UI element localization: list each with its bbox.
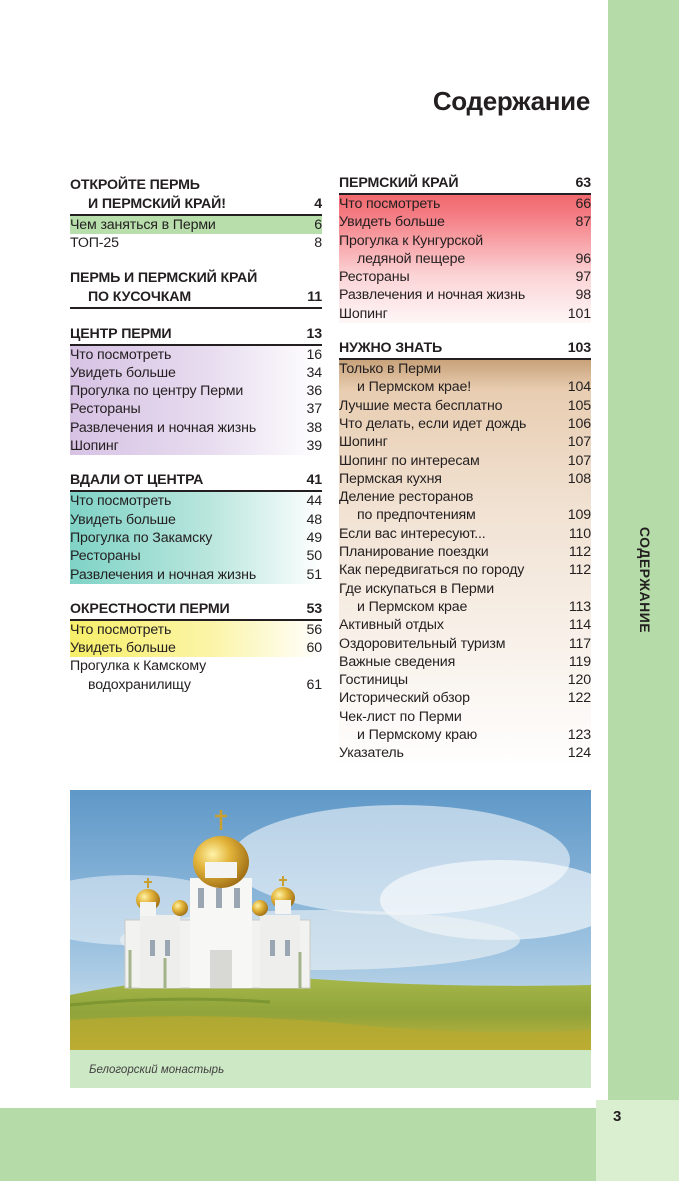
toc-entry-page: 110 bbox=[568, 525, 591, 542]
toc-entry-text: Прогулка к Камскому bbox=[70, 658, 207, 675]
toc-entry-page: 104 bbox=[567, 379, 591, 396]
toc-entry[interactable] bbox=[70, 364, 322, 382]
toc-entry[interactable] bbox=[339, 232, 591, 250]
toc-entry[interactable] bbox=[70, 437, 322, 455]
toc-entry-text: Указатель bbox=[339, 745, 404, 762]
toc-heading-text: ОТКРОЙТЕ ПЕРМЬ bbox=[70, 177, 200, 193]
toc-entry-text: Важные сведения bbox=[339, 653, 456, 670]
toc-entry-page: 50 bbox=[306, 548, 322, 565]
toc-section-away bbox=[70, 471, 322, 583]
toc-entry[interactable] bbox=[339, 488, 591, 506]
toc-entry[interactable] bbox=[70, 419, 322, 437]
toc-entry-text: Развлечения и ночная жизнь bbox=[70, 566, 257, 583]
toc-heading[interactable] bbox=[70, 195, 322, 216]
toc-section-need-to-know bbox=[339, 339, 591, 763]
toc-entry-page: 107 bbox=[567, 434, 591, 451]
photo-caption: Белогорский монастырь bbox=[89, 1064, 225, 1076]
toc-entry-page: 39 bbox=[306, 438, 322, 455]
side-tab-label: СОДЕРЖАНИЕ bbox=[637, 526, 653, 634]
toc-entry[interactable] bbox=[339, 671, 591, 689]
toc-entry-text: Что посмотреть bbox=[70, 346, 172, 363]
toc-heading[interactable] bbox=[70, 176, 322, 195]
toc-entry-text: Деление ресторанов bbox=[339, 489, 474, 506]
toc-heading-text: НУЖНО ЗНАТЬ bbox=[339, 340, 443, 357]
toc-entry-page: 120 bbox=[567, 672, 591, 689]
toc-left-column bbox=[70, 176, 322, 710]
toc-entry[interactable] bbox=[339, 378, 591, 396]
toc-entry-text: водохранилищу bbox=[88, 676, 191, 693]
toc-entry-page: 112 bbox=[568, 562, 591, 579]
toc-section-center bbox=[70, 325, 322, 456]
bottom-band bbox=[0, 1108, 596, 1181]
toc-entry[interactable] bbox=[339, 543, 591, 561]
toc-entry-page: 113 bbox=[568, 598, 591, 615]
toc-entry[interactable] bbox=[339, 286, 591, 304]
toc-entry[interactable] bbox=[70, 234, 322, 252]
toc-entry-page: 97 bbox=[575, 269, 591, 286]
toc-entry-text: Как передвигаться по городу bbox=[339, 562, 525, 579]
toc-entry[interactable] bbox=[339, 268, 591, 286]
toc-entry[interactable] bbox=[70, 547, 322, 565]
toc-entry-text: Рестораны bbox=[70, 548, 141, 565]
toc-entry-text: ледяной пещере bbox=[357, 250, 466, 267]
page-number: 3 bbox=[613, 1108, 622, 1125]
photo-caption-box bbox=[70, 1050, 591, 1088]
toc-entry[interactable] bbox=[70, 639, 322, 657]
toc-heading-page: 63 bbox=[575, 175, 591, 191]
toc-right-column bbox=[339, 174, 591, 779]
toc-entry[interactable] bbox=[339, 708, 591, 726]
toc-entry-text: Активный отдых bbox=[339, 617, 444, 634]
toc-entry-text: и Пермском крае! bbox=[357, 379, 472, 396]
toc-entry[interactable] bbox=[70, 529, 322, 547]
toc-entry-text: Развлечения и ночная жизнь bbox=[70, 419, 257, 436]
toc-heading[interactable] bbox=[70, 600, 322, 621]
toc-heading-text: ВДАЛИ ОТ ЦЕНТРА bbox=[70, 472, 204, 489]
toc-entry-text: Что посмотреть bbox=[70, 621, 172, 638]
toc-entry-page: 108 bbox=[567, 470, 591, 487]
toc-entry[interactable] bbox=[339, 635, 591, 653]
page-number-box bbox=[596, 1100, 679, 1181]
toc-entry-page: 60 bbox=[306, 640, 322, 657]
toc-entry-text: Рестораны bbox=[70, 401, 141, 418]
toc-section-perm-krai bbox=[339, 174, 591, 323]
toc-entry-page: 122 bbox=[567, 690, 591, 707]
toc-entry[interactable] bbox=[70, 346, 322, 364]
toc-entry-page: 87 bbox=[575, 214, 591, 231]
toc-entry[interactable] bbox=[339, 525, 591, 543]
toc-entry-text: Увидеть больше bbox=[70, 511, 176, 528]
toc-entry-text: Прогулка к Кунгурской bbox=[339, 232, 484, 249]
toc-entry-page: 112 bbox=[568, 544, 591, 561]
toc-entry[interactable] bbox=[339, 250, 591, 268]
toc-entry[interactable] bbox=[339, 415, 591, 433]
toc-entry[interactable] bbox=[339, 360, 591, 378]
toc-entry[interactable] bbox=[339, 433, 591, 451]
toc-heading-text: ОКРЕСТНОСТИ ПЕРМИ bbox=[70, 600, 230, 617]
toc-entry-page: 124 bbox=[567, 745, 591, 762]
toc-entry[interactable] bbox=[70, 216, 322, 234]
toc-entry[interactable] bbox=[339, 561, 591, 579]
toc-entry-page: 109 bbox=[567, 507, 591, 524]
toc-entry-text: Развлечения и ночная жизнь bbox=[339, 287, 526, 304]
toc-entry-page: 123 bbox=[567, 727, 591, 744]
toc-entry-page: 66 bbox=[575, 196, 591, 212]
toc-entry-page: 49 bbox=[306, 529, 322, 546]
toc-heading-page: 4 bbox=[314, 196, 322, 212]
toc-entry-text: и Пермском крае bbox=[357, 598, 468, 615]
toc-heading-page: 11 bbox=[307, 288, 322, 305]
toc-entry[interactable] bbox=[339, 506, 591, 524]
toc-entry-page: 117 bbox=[568, 635, 591, 652]
toc-entry-text: Если вас интересуют... bbox=[339, 525, 486, 542]
toc-section-highlight bbox=[339, 195, 591, 323]
toc-entry[interactable] bbox=[70, 676, 322, 694]
toc-entry-page: 98 bbox=[575, 287, 591, 304]
toc-section-highlight bbox=[70, 216, 322, 234]
toc-heading[interactable] bbox=[339, 339, 591, 360]
toc-entry-text: Шопинг bbox=[339, 305, 388, 322]
toc-entry-text: Что посмотреть bbox=[70, 493, 172, 510]
toc-entry-page: 48 bbox=[306, 511, 322, 528]
toc-entry-text: Оздоровительный туризм bbox=[339, 635, 506, 652]
toc-entry-page: 56 bbox=[306, 621, 322, 638]
toc-heading-text: ПО КУСОЧКАМ bbox=[88, 288, 191, 305]
toc-entry-text: Увидеть больше bbox=[339, 214, 445, 231]
toc-heading-text: И ПЕРМСКИЙ КРАЙ! bbox=[88, 196, 226, 212]
toc-entry[interactable] bbox=[339, 653, 591, 671]
toc-entry-text: по предпочтениям bbox=[357, 507, 476, 524]
toc-heading-page: 103 bbox=[567, 340, 591, 357]
toc-heading[interactable] bbox=[70, 471, 322, 492]
toc-entry[interactable] bbox=[339, 305, 591, 323]
toc-heading[interactable] bbox=[339, 174, 591, 195]
toc-entry-text: Увидеть больше bbox=[70, 640, 176, 657]
toc-entry[interactable] bbox=[339, 598, 591, 616]
toc-entry[interactable] bbox=[339, 452, 591, 470]
toc-entry-text: ТОП-25 bbox=[70, 235, 119, 252]
toc-entry-page: 8 bbox=[314, 235, 322, 252]
toc-entry-text: Чем заняться в Перми bbox=[70, 217, 216, 233]
toc-entry-page: 34 bbox=[306, 364, 322, 381]
toc-entry[interactable] bbox=[339, 726, 591, 744]
toc-entry-text: Что посмотреть bbox=[339, 196, 441, 212]
toc-entry[interactable] bbox=[70, 621, 322, 639]
toc-entry-text: Исторический обзор bbox=[339, 690, 470, 707]
toc-section-highlight bbox=[70, 492, 322, 583]
toc-section-highlight bbox=[70, 621, 322, 658]
toc-entry-text: Прогулка по центру Перми bbox=[70, 383, 244, 400]
toc-entry-page: 6 bbox=[314, 217, 322, 233]
toc-entry-page: 36 bbox=[306, 383, 322, 400]
toc-entry-text: Шопинг bbox=[339, 434, 388, 451]
toc-entry[interactable] bbox=[70, 566, 322, 584]
toc-heading-page: 53 bbox=[306, 600, 322, 617]
toc-entry[interactable] bbox=[70, 657, 322, 675]
toc-entry-page: 107 bbox=[567, 452, 591, 469]
toc-entry-text: Что делать, если идет дождь bbox=[339, 415, 527, 432]
toc-entry-page: 96 bbox=[575, 250, 591, 267]
toc-entry[interactable] bbox=[339, 195, 591, 213]
toc-entry[interactable] bbox=[70, 492, 322, 510]
toc-heading[interactable] bbox=[70, 269, 322, 288]
toc-entry-page: 101 bbox=[567, 305, 591, 322]
toc-entry[interactable] bbox=[339, 470, 591, 488]
toc-entry[interactable] bbox=[339, 213, 591, 231]
toc-entry-text: Шопинг по интересам bbox=[339, 452, 480, 469]
toc-entry-page: 106 bbox=[567, 415, 591, 432]
toc-entry[interactable] bbox=[339, 744, 591, 762]
toc-entry-text: Лучшие места бесплатно bbox=[339, 397, 503, 414]
toc-entry-text: Где искупаться в Перми bbox=[339, 580, 495, 597]
toc-entry[interactable] bbox=[339, 616, 591, 634]
toc-section-pieces bbox=[70, 269, 322, 309]
toc-section-highlight bbox=[339, 360, 591, 763]
toc-entry-text: Прогулка по Закамску bbox=[70, 529, 213, 546]
toc-entry-text: Пермская кухня bbox=[339, 470, 442, 487]
monastery-photo bbox=[70, 790, 591, 1050]
toc-heading-text: ПЕРМСКИЙ КРАЙ bbox=[339, 175, 459, 191]
toc-entry-page: 16 bbox=[306, 346, 322, 363]
toc-entry-text: Увидеть больше bbox=[70, 364, 176, 381]
toc-heading[interactable] bbox=[70, 325, 322, 346]
toc-section-highlight bbox=[70, 346, 322, 456]
toc-section-discover bbox=[70, 176, 322, 253]
toc-entry-page: 105 bbox=[567, 397, 591, 414]
toc-entry[interactable] bbox=[70, 511, 322, 529]
toc-entry[interactable] bbox=[70, 382, 322, 400]
toc-entry-page: 114 bbox=[568, 617, 591, 634]
toc-entry-page: 38 bbox=[306, 419, 322, 436]
toc-entry-text: Шопинг bbox=[70, 438, 119, 455]
toc-heading[interactable] bbox=[70, 288, 322, 309]
toc-entry[interactable] bbox=[70, 400, 322, 418]
page-title: Содержание bbox=[432, 86, 590, 116]
toc-entry-text: Гостиницы bbox=[339, 672, 408, 689]
toc-heading-page: 13 bbox=[306, 325, 322, 342]
toc-entry-page: 37 bbox=[306, 401, 322, 418]
toc-entry[interactable] bbox=[339, 580, 591, 598]
toc-heading-text: ЦЕНТР ПЕРМИ bbox=[70, 325, 172, 342]
toc-entry[interactable] bbox=[339, 689, 591, 707]
toc-entry-page: 51 bbox=[306, 566, 322, 583]
toc-entry-page: 61 bbox=[306, 676, 322, 693]
toc-entry-text: Планирование поездки bbox=[339, 544, 489, 561]
toc-entry-text: Рестораны bbox=[339, 269, 410, 286]
toc-entry-page: 119 bbox=[568, 653, 591, 670]
toc-entry[interactable] bbox=[339, 397, 591, 415]
toc-entry-text: и Пермскому краю bbox=[357, 727, 478, 744]
toc-entry-text: Чек-лист по Перми bbox=[339, 708, 462, 725]
toc-entry-text: Только в Перми bbox=[339, 361, 442, 378]
toc-section-outskirts bbox=[70, 600, 322, 694]
toc-entry-page: 44 bbox=[306, 493, 322, 510]
toc-heading-text: ПЕРМЬ И ПЕРМСКИЙ КРАЙ bbox=[70, 269, 258, 286]
toc-heading-page: 41 bbox=[306, 472, 322, 489]
